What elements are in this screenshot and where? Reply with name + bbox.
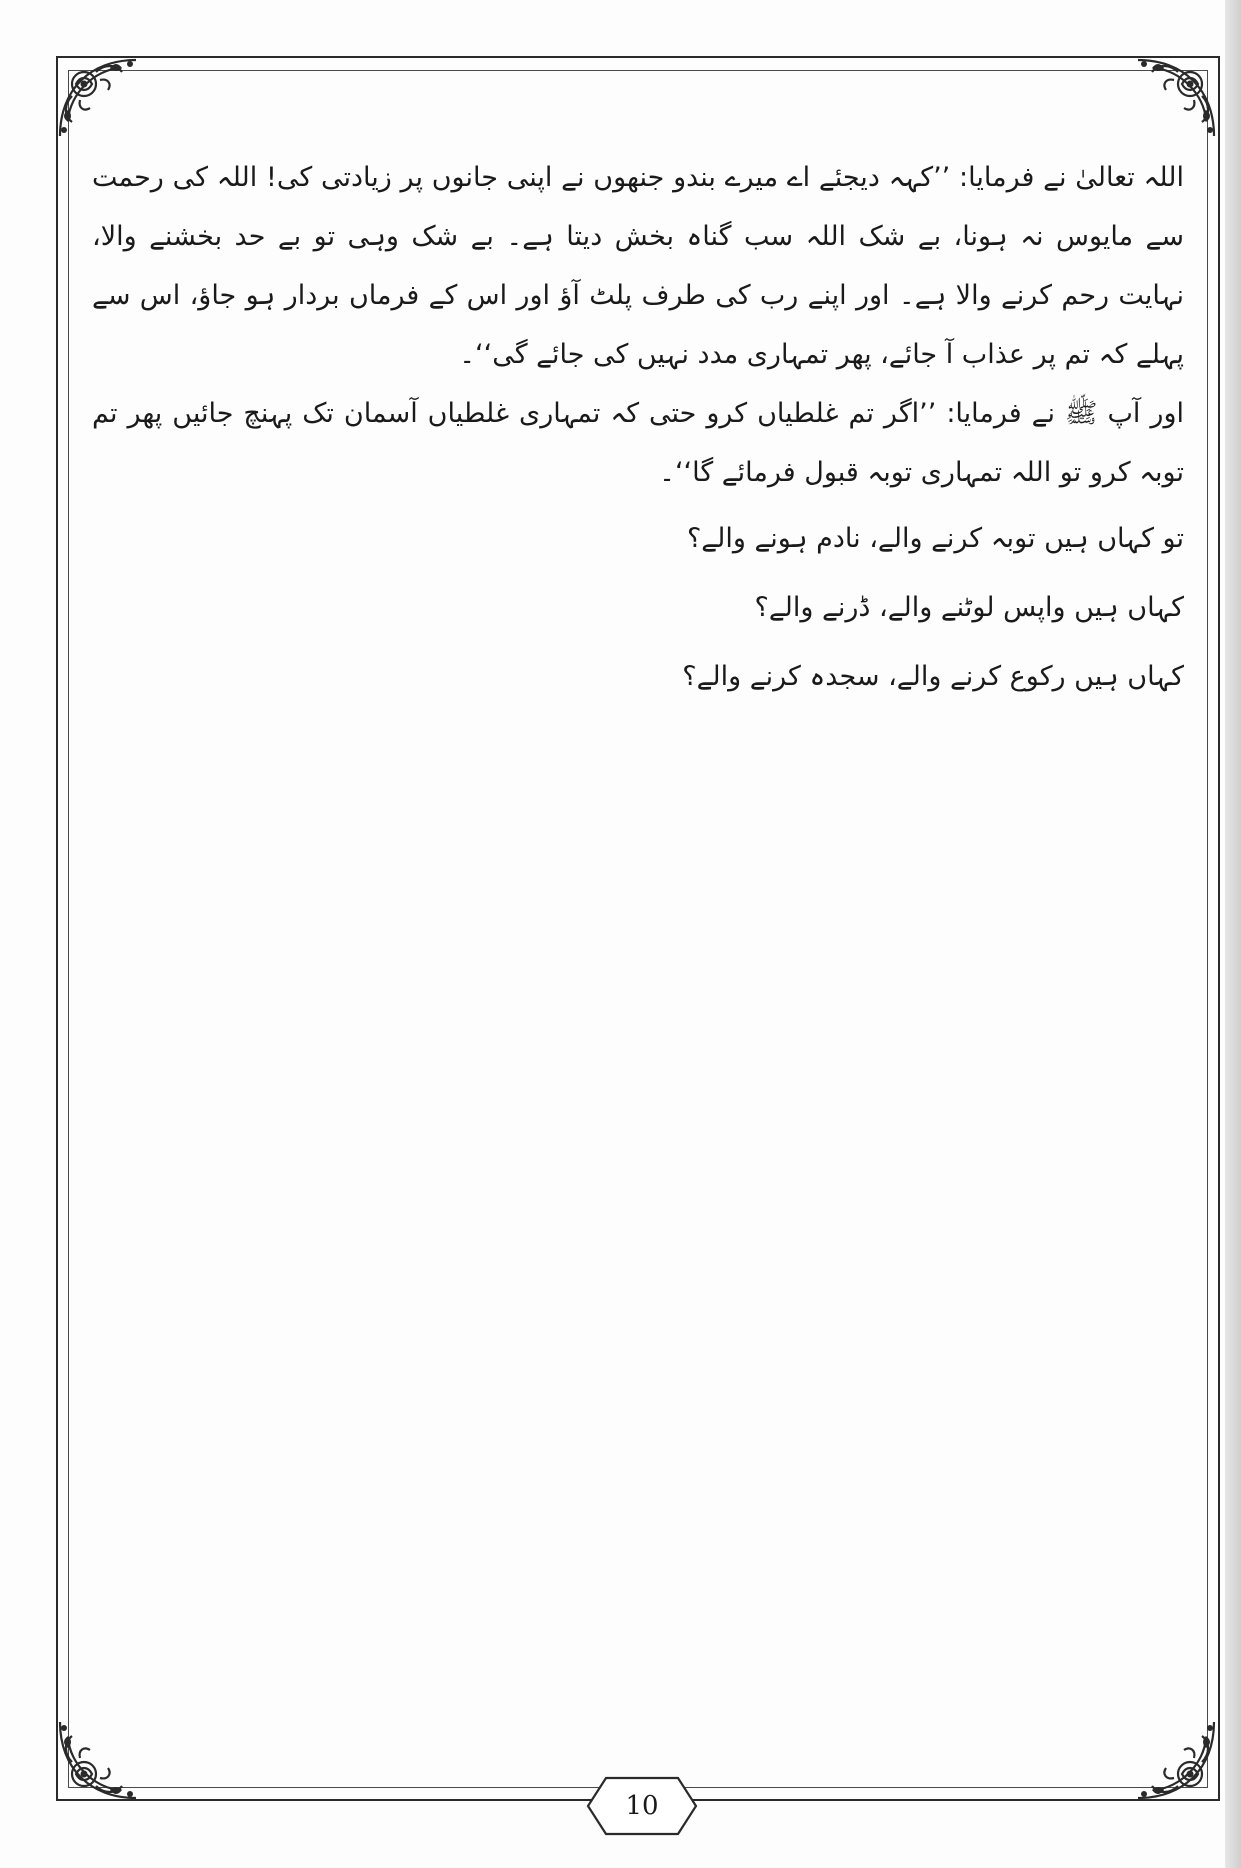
- page-number-badge: [586, 1776, 698, 1836]
- floral-corner-ornament-icon: [1128, 1712, 1224, 1808]
- page-body: [92, 148, 1184, 711]
- question-line: تو کہاں ہیں توبہ کرنے والے، نادم ہونے والے؟: [686, 523, 1184, 554]
- page-number: 10: [625, 1791, 659, 1821]
- paragraph-quran-verse: اللہ تعالیٰ نے فرمایا: ’’کہہ دیجئے اے میرے بندو جنھوں نے اپنی جانوں پر زیادتی کی! اللہ کی رحمت سے مایوس نہ ہونا، بے شک اللہ سب گناہ بخش دیتا ہے۔ بے شک وہی تو بے حد بخشنے والا، نہایت رحم کرنے والا ہے۔ اور اپنے رب کی طرف پلٹ آؤ اور اس کے فرماں بردار ہو جاؤ، اس سے پہلے کہ تم پر عذاب آ جائے، پھر تمہاری مدد نہیں کی جائے گی‘‘۔: [92, 162, 1184, 370]
- floral-corner-ornament-icon: [50, 50, 146, 146]
- floral-corner-ornament-icon: [1128, 50, 1224, 146]
- question-line: کہاں ہیں رکوع کرنے والے، سجدہ کرنے والے؟: [682, 661, 1184, 692]
- paragraph-hadith: اور آپ ﷺ نے فرمایا: ’’اگر تم غلطیاں کرو حتی کہ تمہاری غلطیاں آسمان تک پہنچ جائیں پھر تم توبہ کرو تو اللہ تمہاری توبہ قبول فرمائے گا‘‘۔: [92, 398, 1184, 488]
- floral-corner-ornament-icon: [50, 1712, 146, 1808]
- question-line: کہاں ہیں واپس لوٹنے والے، ڈرنے والے؟: [754, 592, 1184, 623]
- book-spine-shadow: [1225, 0, 1241, 1868]
